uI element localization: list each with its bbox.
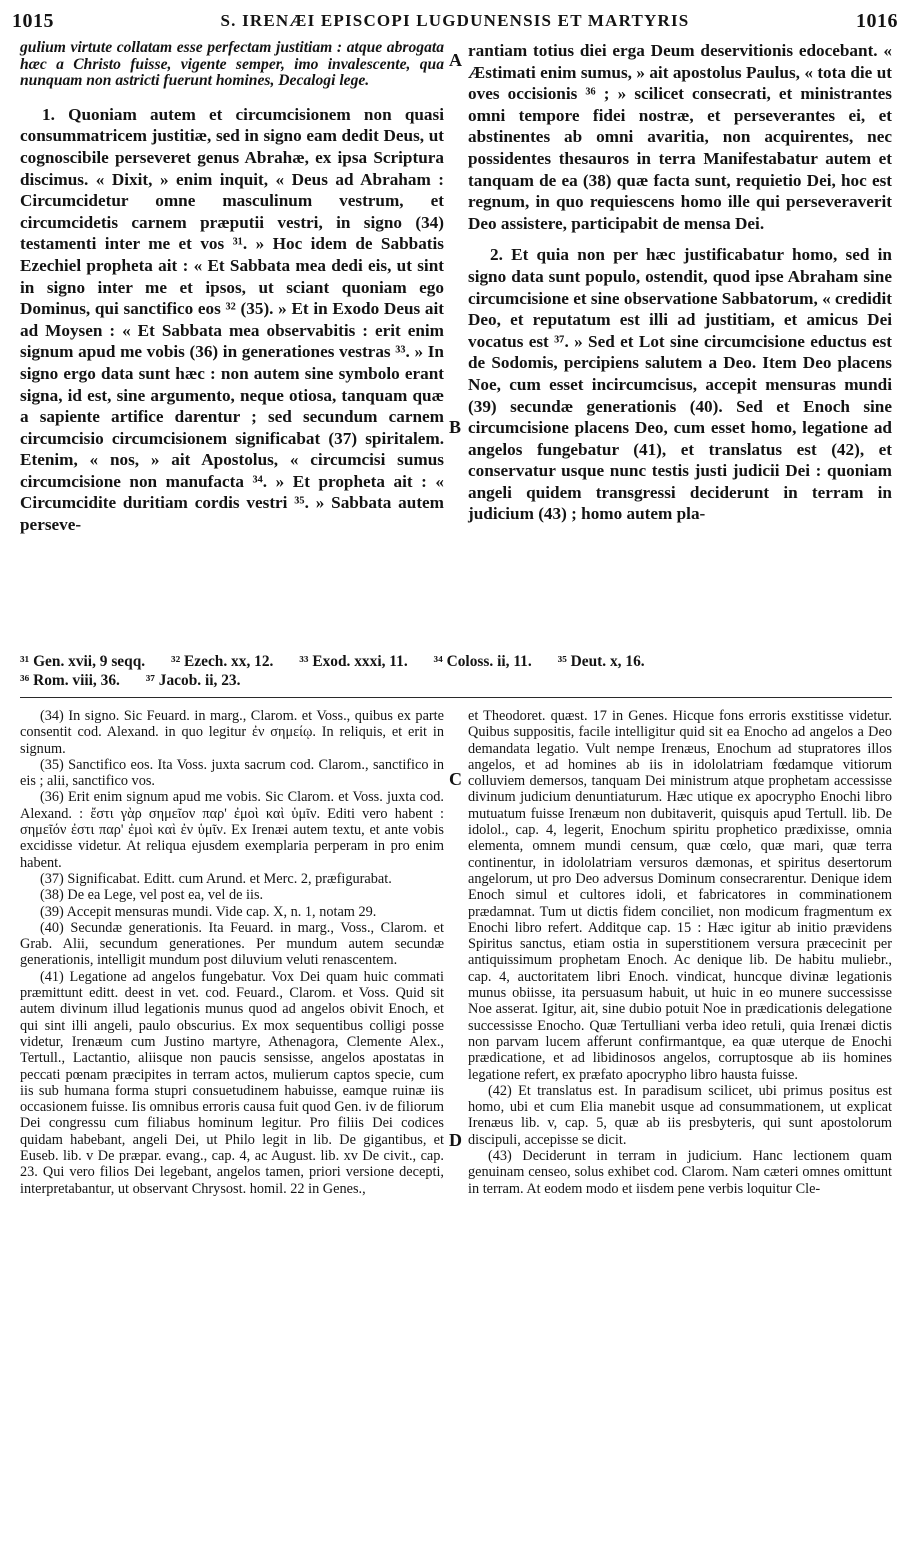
scripture-ref: ³⁴ Coloss. ii, 11. [433,653,532,670]
note-41: (41) Legatione ad angelos fungebatur. Vox Dei quam huic commati præmittunt editt. deest in vet. cod. Feuard., Clarom. et Voss. Quid sit autem divinum illud legationis munus quod ad angelos obivit Enoch, et qui sint illi angeli, paulo obscurius. Ex mox sequentibus colligi posse videtur, Irenæum cum Justino martyre, Athenagora, Clemente Alex., Tertull., Lactantio, aliisque non paucis sensisse, angelos apostatas in peccati pœnam præcipites in terram actos, mulierum captos specie, cum iis sub humana forma stupri consuetudinem habuisse, eamque ruinæ iis occasionem fuisse. Iis omnibus erroris causa fuit quod Gen. iv de filiorum Dei congressu cum filiabus hominum legitur. Pro filiis Dei codices quidam habebant, angeli Dei, ut Philo legit in lib. De gigantibus, et Euseb. lib. v De præpar. evang., cap. 4, ac August. lib. xv De civit., cap. 23. Qui vero filios Dei legebant, angelos tamen, priori versione decepti, interpretabantur, ut observant Chrysost. homil. 22 in Genes., [20,968,444,1197]
main-text-right-column [468,40,892,525]
note-38: (38) De ea Lege, vel post ea, vel de iis. [40,887,264,904]
scripture-references [20,652,892,690]
note-37: (37) Significabat. Editt. cum Arund. et Merc. 2, præfigurabat. [40,870,392,887]
page-number-left: 1015 [12,9,54,32]
scripture-ref: ³⁶ Rom. viii, 36. [20,672,120,689]
running-title: S. IRENÆI EPISCOPI LUGDUNENSIS ET MARTYRIS [220,11,690,30]
paragraph-1-continued: rantiam totius diei erga Deum deservitionis edocebant. « Æstimati enim sumus, » ait apostolus Paulus, « tota die ut oves occisionis ³⁶ ; » scilicet consecrati, et ministrantes omni tempore fidei nostræ, et perseverantes ei, et abstinentes ab omni avaritia, non acquirentes, nec possidentes thesauros in terra Manifestabatur autem et tanquam de ea (38) quæ facta sunt, requietio Dei, hoc est regnum, in quo requiescens homo ille qui perseveraverit Deo assistere, participabit de mensa Dei. [468,41,892,233]
chapter-summary: gulium virtute collatam esse perfectam justitiam : atque abrogata hæc a Christo fuisse, vigente semper, imo invalescente, qua nunquam non astricti fuerunt homines, Decalogi lege. [20,39,444,90]
paragraph-2: 2. Et quia non per hæc justificabatur homo, sed in signo data sunt populo, ostendit, quod ipse Abraham sine circumcisione et sine observatione Sabbatorum, « credidit Deo, et reputatum est illi ad justitiam, et amicus Dei vocatus est ³⁷. » Sed et Lot sine circumcisione eductus est de Sodomis, percipiens salutem a Deo. Item Deo placens Noe, cum esset incircumcisus, accepit mensuras mundi (39) secundæ generationis (40). Sed et Enoch sine circumcisione placens Deo, cum esset homo, legatione ad angelos fungebatur (41), et translatus est (42), et conservatur usque nunc testis justi judicii Dei : quoniam angeli quidem transgressi deciderunt in terram in judicium (43) ; homo autem pla- [468,245,892,524]
footnote-divider [20,697,892,698]
note-39: (39) Accepit mensuras mundi. Vide cap. X, n. 1, notam 29. [40,903,377,920]
scripture-ref: ³⁵ Deut. x, 16. [557,653,645,670]
paragraph-1: 1. Quoniam autem et circumcisionem non quasi consummatricem justitiæ, sed in signo eam dedit Deus, ut cognoscibile perseveret genus Abrahæ, ex ipsa Scriptura discimus. « Dixit, » enim inquit, « Deus ad Abraham : Circumcidetur omne masculinum vestrum, et circumcidetis carnem præputii vestri, in signo (34) testamenti inter me et vos ³¹. » Hoc idem de Sabbatis Ezechiel propheta ait : « Et Sabbata mea dedi eis, ut sint in signo inter me et ipsos, ut sciant quoniam ego Dominus, qui sanctifico eos ³² (35). » Et in Exodo Deus ait ad Moysen : « Et Sabbata mea observabitis : erit enim signum apud me vobis (36) in generationes vestras ³³. » In signo ergo data sunt hæc : non autem sine symbolo erant signa, id est, sine argumento, neque otiosa, tanquam quæ a sapiente artifice darentur ; sed secundum carnem circumcisio circumcisionem significabat (37) spiritalem. Etenim, « nos, » ait Apostolus, « circumcisi sumus circumcisione non manufacta ³⁴. » Et propheta ait : « Circumcidite duritiam cordis vestri ³⁵. » Sabbata autem perseve- [20,104,444,535]
notes-left-column [20,708,444,1197]
page-number-right: 1016 [855,9,898,32]
scripture-ref: ³² Ezech. xx, 12. [170,653,274,670]
margin-marker-c: C [449,769,462,789]
note-43: (43) Deciderunt in terram in judicium. Hanc lectionem quam genuinam censeo, solus exhibet cod. Clarom. Nam cæteri omnes omittunt in terram. At eodem modo et iisdem pene verbis loquitur Cle- [468,1148,892,1197]
main-text-left-column [20,40,444,536]
note-36: (36) Erit enim signum apud me vobis. Sic Clarom. et Voss. juxta cod. Alexand. : ἔστι γὰρ σημεῖον παρ' ἐμοὶ καὶ ὑμῖν. Editi vero habent : σημεῖόν ἐστι παρ' ἐμοὶ καὶ ἐν ὑμῖν. Ex Irenæi autem textu, et ante vobis excidisse videtur. At reliqua ejusdem exemplaria perperam in pro enim habent. [20,789,444,871]
scripture-ref: ³⁷ Jacob. ii, 23. [145,672,241,689]
note-35: (35) Sanctifico eos. Ita Voss. juxta sacrum cod. Clarom., sanctifico in eis ; alii, sanctifico vos. [20,756,444,790]
margin-marker-a: A [449,50,462,70]
notes-right-column [468,708,892,1197]
margin-marker-b: B [449,417,462,437]
margin-marker-d: D [449,1130,462,1150]
scripture-ref: ³³ Exod. xxxi, 11. [299,653,408,670]
scripture-ref: ³¹ Gen. xvii, 9 seqq. [20,653,146,670]
note-42: (42) Et translatus est. In paradisum scilicet, ubi primus positus est homo, ubi et cum Elia manebit usque ad consummationem, ut explicat Irenæus lib. v, cap. 5, quæ ab iis presbyteris, qui sunt apostolorum discipuli, accepisse se dicit. [468,1082,892,1148]
note-41-continued: et Theodoret. quæst. 17 in Genes. Hicque fons erroris exstitisse videtur. Quibus suppositis, facile intelligitur quid sit ea Enocho ad angelos a Deo demandata legatio. Vult nempe Irenæus, Enochum ad stupratores illos angelos, et ad homines ab iis in idololatriam fœdamque vitiorum colluviem demersos, tanquam Dei ministrum atque prophetam accessisse divinum judicium denuntiaturum. Hæc utique ex apocrypho Enochi libro mutuatum fuisse Irenæum non dubitaverit, quisquis apud Tertull. lib. De idolol., cap. 4, legerit, Enochum spiritu prophetico prædixisse, omnia elementa, omnem mundi censum, quæ cœlo, quæ mari, quæ terra continentur, in idololatriam versuros dæmonas, et spiritus desertorum angelorum, ut pro Deo adversus Dominum consecrarentur. Denique idem Enoch simul et cultores idoli, et fabricatores in comminationem prædamnat. Tum ut dictis fidem conciliet, non modicum fragmentum ex Enochi libro refert. Additque cap. 15 : Hæc igitur ab initio prævidens Spiritus sanctus, etiam ostia in superstitionem versura præcecinit per antiquissimum prophetam Enoch. Ac denique lib. De habitu muliebr., cap. 4, auctoritatem libri Enoch. vindicat, huncque divinæ legationis munus obiisse, ita persuasum habuit, ut huic in eo munere successisse Noe asserat. Igitur, ait, sine dubio potuit Noe in prædicationis delegatione successisse Enocho. Quæ Tertulliani verba ideo retuli, quia Irenæi dictis non parvam lucem afferunt confirmantque, ea quæ uterque de Enochi prædicatione, et ad libidinosos angelos, corruptosque ab iis homines legatione refert, ex præfato apocrypho libro hausta fuisse. [468,708,892,1083]
note-34: (34) In signo. Sic Feuard. in marg., Clarom. et Voss., quibus ex parte consentit cod. Alexand. in quo legitur ἐν σημείῳ. In reliquis, et erit in signum. [20,708,444,757]
note-40: (40) Secundæ generationis. Ita Feuard. in marg., Voss., Clarom. et Grab. Alii, secundum generationes. Per mundum autem secundæ generationis, intelligit mundum post diluvium veluti renascentem. [20,919,444,969]
page-header [12,6,898,36]
